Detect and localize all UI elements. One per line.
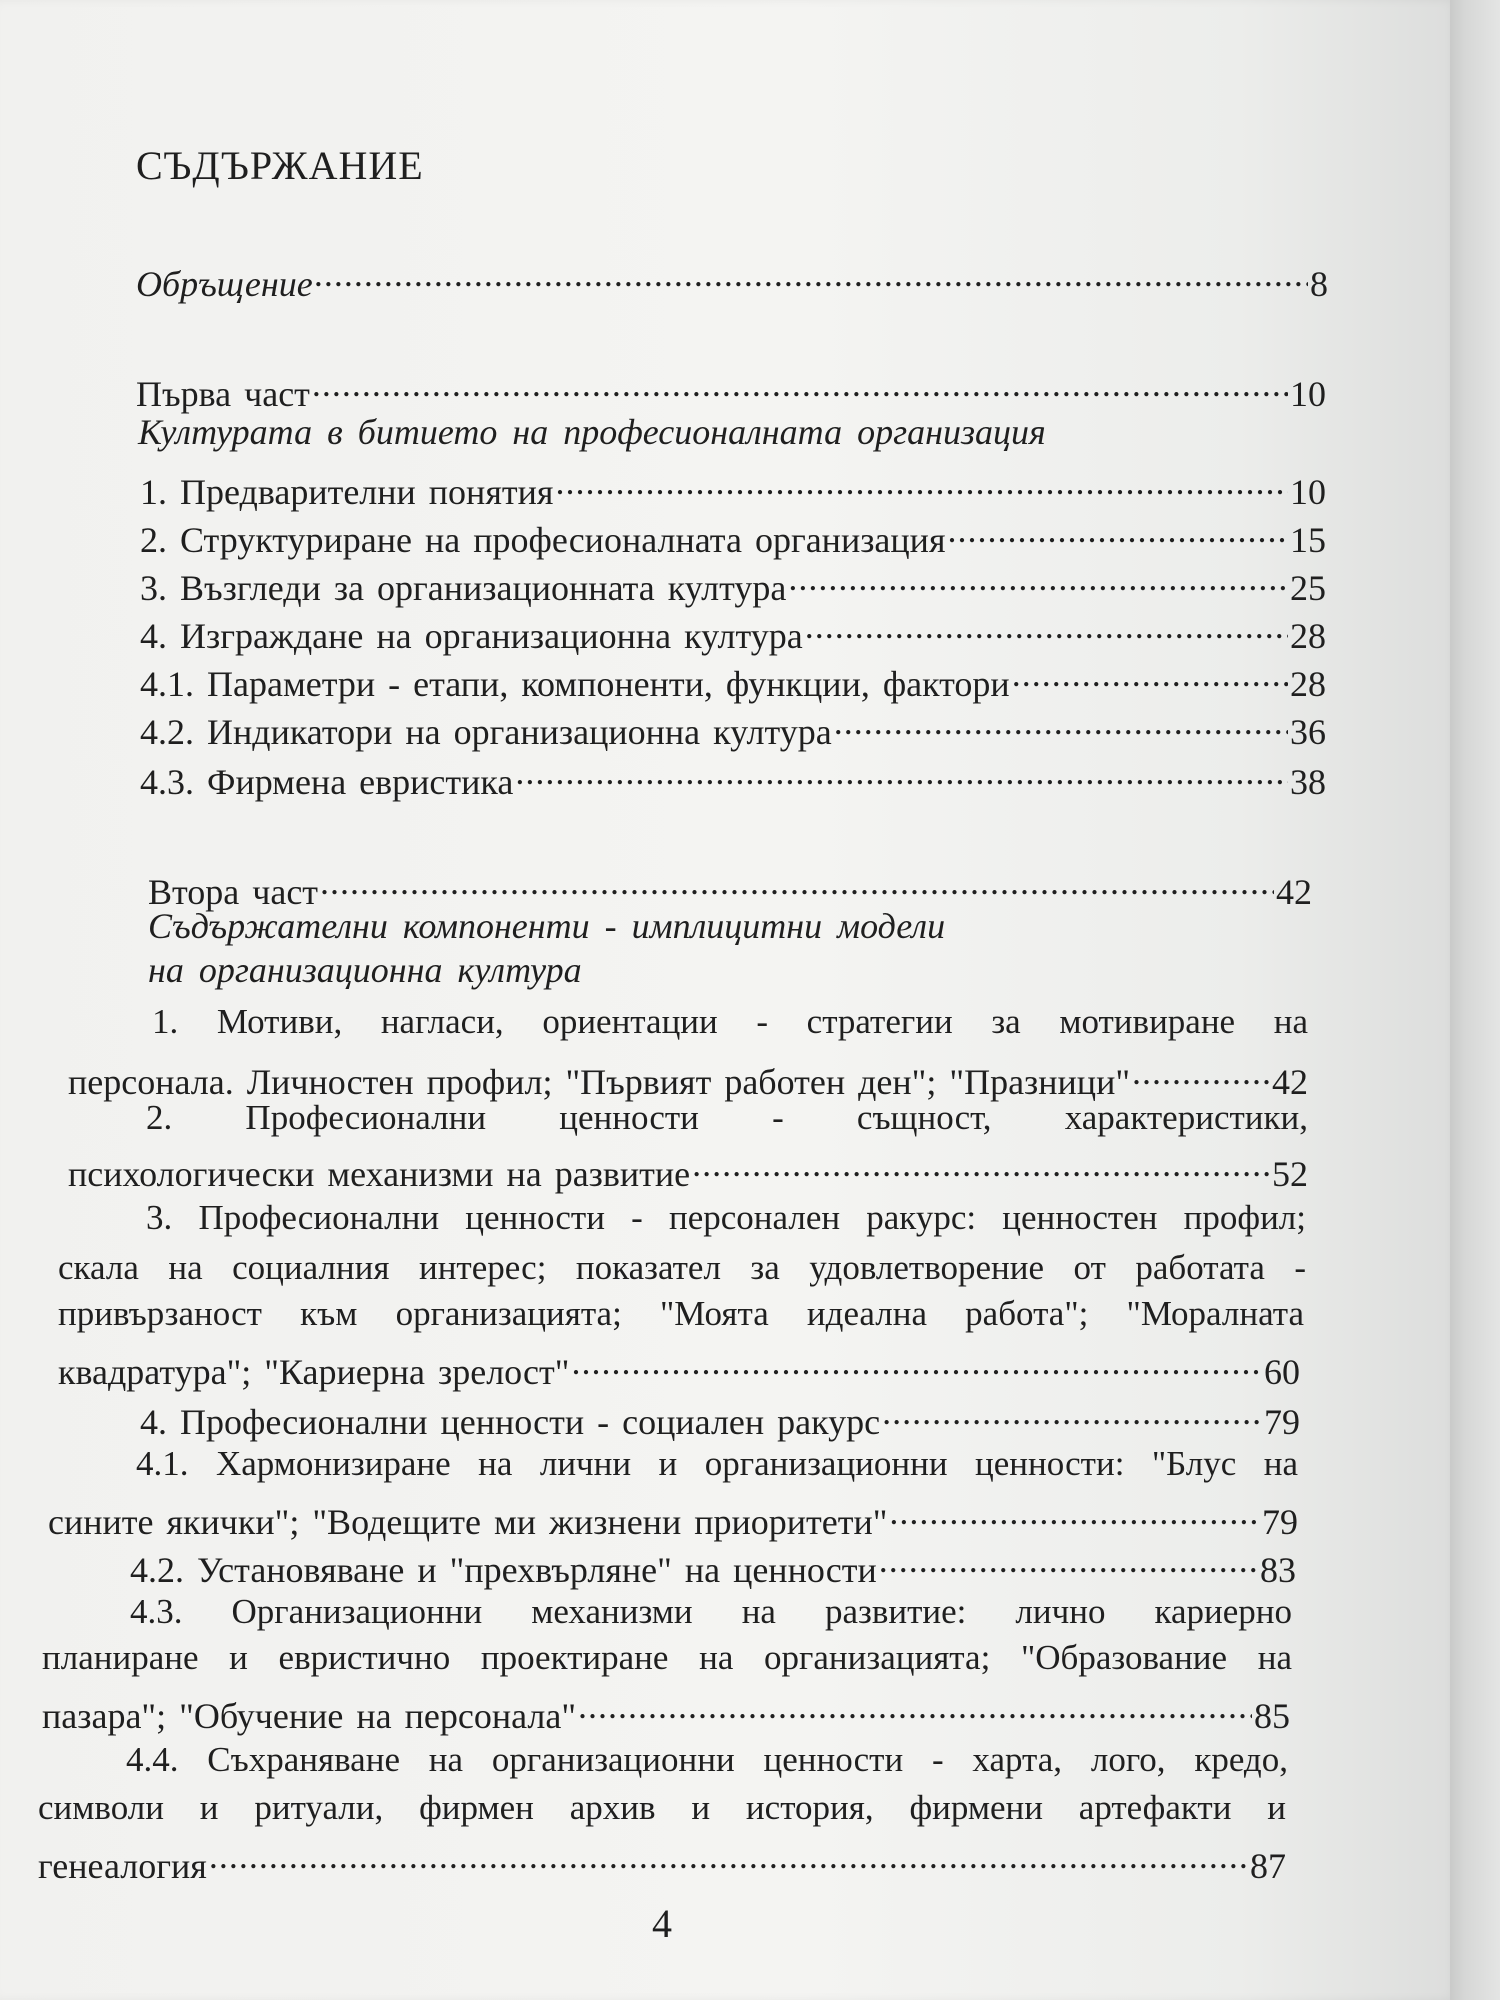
- dot-leader: [948, 508, 1288, 552]
- toc-entry-text: 1. Мотиви, нагласи, ориентации - стратегии за мотивиране на: [152, 1002, 1308, 1041]
- toc-entry-label: 4. Изграждане на организационна култура: [140, 616, 803, 656]
- toc-entry-label: персонала. Личностен профил; "Първият работен ден"; "Празници": [68, 1062, 1131, 1102]
- toc-entry-label: генеалогия: [38, 1846, 207, 1886]
- toc-entry-page: 60: [1264, 1352, 1300, 1392]
- toc-entry-part1: [136, 362, 1326, 416]
- toc-entry-page: 28: [1290, 664, 1326, 704]
- part2-subtitle: Съдържателни компоненти - имплицитни модели: [148, 906, 946, 946]
- toc-entry-item: [140, 750, 1326, 804]
- part1-subtitle: Културата в битието на професионалната организация: [138, 412, 1046, 452]
- toc-entry-item: [58, 1340, 1300, 1394]
- toc-entry-intro: [136, 252, 1328, 306]
- toc-entry-page: 52: [1272, 1154, 1308, 1194]
- toc-entry-page: 85: [1254, 1696, 1290, 1736]
- page-number: 4: [652, 1901, 672, 1946]
- toc-entry-item: [140, 1390, 1300, 1444]
- toc-entry-item: [68, 1142, 1308, 1196]
- toc-entry-text: символи и ритуали, фирмен архив и история, фирмени артефакти и: [38, 1788, 1286, 1827]
- toc-entry-label: 4.2. Индикатори на организационна култура: [140, 712, 832, 752]
- toc-entry-page: 42: [1276, 872, 1312, 912]
- toc-entry-text: 4.3. Организационни механизми на развитие: лично кариерно: [130, 1592, 1292, 1631]
- toc-entry-item: [130, 1538, 1296, 1592]
- part2-subtitle: на организационна култура: [148, 950, 582, 990]
- toc-entry-page: 8: [1310, 264, 1328, 304]
- toc-entry-text: 3. Професионални ценности - персонален ракурс: ценностен профил;: [146, 1198, 1306, 1237]
- dot-leader: [578, 1684, 1252, 1728]
- toc-entry-label: 2. Структуриране на професионалната организация: [140, 520, 946, 560]
- toc-entry-label: Втора част: [148, 872, 319, 912]
- dot-leader: [882, 1390, 1262, 1434]
- toc-entry-item: [140, 460, 1326, 514]
- toc-entry-label: психологически механизми на развитие: [68, 1154, 691, 1194]
- toc-entry-page: 42: [1272, 1062, 1308, 1102]
- toc-entry-page: 25: [1290, 568, 1326, 608]
- toc-title: СЪДЪРЖАНИЕ: [136, 143, 424, 188]
- toc-entry-label: 3. Възгледи за организационната култура: [140, 568, 787, 608]
- toc-entry-label: 4. Професионални ценности - социален ракурс: [140, 1402, 881, 1442]
- toc-entry-page: 79: [1264, 1402, 1300, 1442]
- dot-leader: [834, 700, 1288, 744]
- dot-leader: [312, 362, 1288, 406]
- toc-entry-item: [48, 1490, 1298, 1544]
- dot-leader: [692, 1142, 1270, 1186]
- toc-entry-text: 2. Професионални ценности - същност, характеристики,: [146, 1098, 1308, 1137]
- dot-leader: [1132, 1050, 1270, 1094]
- toc-entry-item: [42, 1684, 1290, 1738]
- dot-leader: [788, 556, 1288, 600]
- toc-entry-label: Първа част: [136, 374, 310, 414]
- toc-entry-page: 87: [1250, 1846, 1286, 1886]
- toc-entry-text: 4.1. Хармонизиране на лични и организационни ценности: "Блус на: [136, 1444, 1298, 1483]
- toc-entry-page: 10: [1290, 374, 1326, 414]
- toc-entry-page: 10: [1290, 472, 1326, 512]
- toc-entry-label: 1. Предварителни понятия: [140, 472, 554, 512]
- toc-entry-item: [38, 1834, 1286, 1888]
- toc-entry-page: 28: [1290, 616, 1326, 656]
- toc-entry-label: 4.3. Фирмена евристика: [140, 762, 514, 802]
- toc-entry-label: пазара"; "Обучение на персонала": [42, 1696, 577, 1736]
- toc-entry-item: [140, 604, 1326, 658]
- toc-entry-item: [140, 556, 1326, 610]
- dot-leader: [320, 860, 1274, 904]
- toc-entry-page: 38: [1290, 762, 1326, 802]
- dot-leader: [879, 1538, 1258, 1582]
- dot-leader: [555, 460, 1288, 504]
- toc-entry-label: сините якички"; "Водещите ми жизнени приоритети": [48, 1502, 888, 1542]
- toc-entry-label: Обръщение: [136, 264, 313, 304]
- dot-leader: [571, 1340, 1262, 1384]
- toc-entry-text: привързаност към организацията; "Моята идеална работа"; "Моралната: [58, 1294, 1304, 1333]
- dot-leader: [889, 1490, 1260, 1534]
- toc-entry-label: квадратура"; "Кариерна зрелост": [58, 1352, 570, 1392]
- toc-entry-text: 4.4. Съхраняване на организационни ценности - харта, лого, кредо,: [126, 1740, 1288, 1779]
- toc-entry-page: 83: [1260, 1550, 1296, 1590]
- toc-entry-item: [140, 508, 1326, 562]
- dot-leader: [1012, 652, 1288, 696]
- toc-entry-page: 15: [1290, 520, 1326, 560]
- toc-entry-text: скала на социалния интерес; показател за удовлетворение от работата -: [58, 1248, 1306, 1287]
- toc-entry-item: [140, 700, 1326, 754]
- toc-entry-label: 4.2. Установяване и "прехвърляне" на ценности: [130, 1550, 877, 1590]
- toc-entry-item: [140, 652, 1326, 706]
- dot-leader: [805, 604, 1288, 648]
- toc-entry-page: 79: [1262, 1502, 1298, 1542]
- dot-leader: [315, 252, 1308, 296]
- toc-entry-page: 36: [1290, 712, 1326, 752]
- dot-leader: [209, 1834, 1248, 1878]
- page-edge: [1450, 0, 1500, 2000]
- toc-entry-label: 4.1. Параметри - етапи, компоненти, функции, фактори: [140, 664, 1010, 704]
- dot-leader: [515, 750, 1288, 794]
- toc-entry-text: планиране и евристично проектиране на организацията; "Образование на: [42, 1638, 1292, 1677]
